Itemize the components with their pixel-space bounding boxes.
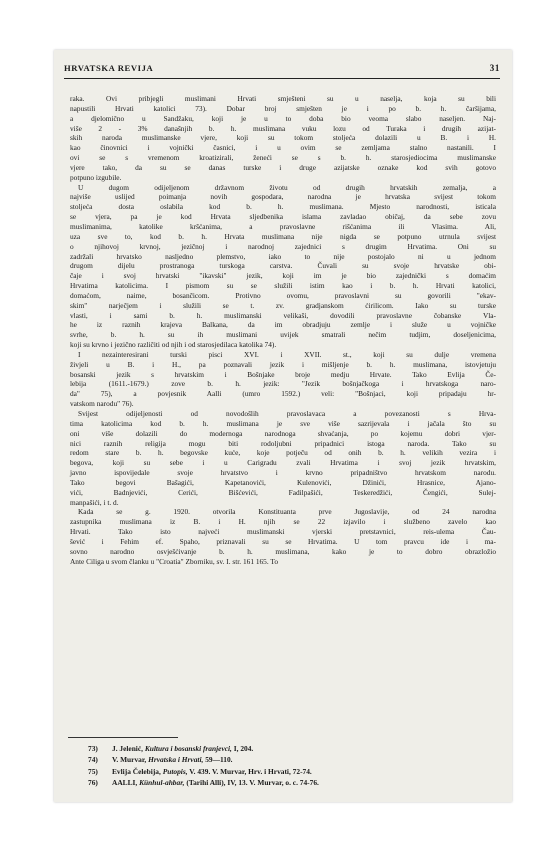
text-line: koji su krvno i jezično različiti od njih i od starosjedilaca katolika 74). — [70, 340, 277, 350]
text-line: vlasti, i sami b. h. muslimanski velikaši, dovodili pravoslavne čobanske Vla- — [70, 310, 496, 320]
footnote-reference: V. 439. V. Murvar, Hrv. i Hrvati, 72-74. — [187, 766, 312, 776]
text-line: a djelomično u Sandžaku, koji je u to doba bio veoma slabo naseljen. Naj- — [70, 113, 496, 123]
text-line: he iz raznih krajeva Balkana, da im obradjuju zemlje i služe u vojničke — [70, 320, 496, 330]
footnote-reference: 59—110. — [203, 755, 233, 765]
text-line: U dugom odijeljenom državnom životu od drugih hrvatskih zemalja, a — [78, 182, 496, 192]
text-line: šević i Fehim ef. Spaho, priznavali su se Hrvatima. U tom pravcu ide i ma- — [70, 536, 496, 546]
footnote-reference: I, 204. — [231, 744, 254, 753]
footnote-reference: (Tarihi Alli), IV, 13. V. Murvar, o. c. 74-76. — [184, 778, 319, 788]
footnote — [76, 766, 486, 777]
footnote-number: 73) — [88, 744, 98, 753]
text-line: potpuno izgubile. — [70, 172, 122, 182]
text-line: svrhe, b. h. su ih muslimani uvijek smatrali nečim tudjim, doseljenicima, — [70, 330, 496, 340]
document-page — [54, 50, 512, 802]
footnote-title: Hrvatska i Hrvati, — [148, 755, 204, 765]
text-line: oni više dolazili do modernoga narodnoga shvaćanja, po kojemu dobri vjer- — [70, 428, 496, 438]
text-line: Ante Ciliga u svom članku u "Croatia" Zborniku, sv. I. str. 161 165. To — [70, 556, 279, 566]
footnote-number: 76) — [88, 778, 98, 788]
text-line: muslimanima, katolike kršćanima, a pravoslavne rišćanima ili Vlasima. Ali, — [70, 221, 496, 231]
text-line: vjere tako, da su se danas turske i druge azijatske oznake kod svih gotovo — [70, 162, 496, 172]
footnote-author: V. Murvar, — [112, 755, 149, 765]
journal-title: HRVATSKA REVIJA — [64, 63, 154, 73]
text-line: javno ispovijedale svoje hrvatstvo i krvno pripadništvo hrvatskom narodu. — [70, 468, 496, 478]
footnote-author: J. Jelenić, — [112, 744, 145, 753]
text-line: ovi se s vremenom kroatizirali, ženeći se s b. h. starosjediocima muslimanske — [70, 153, 496, 163]
text-line: Hrvati. Tako isto najveći muslimanski vjerski pretstavnici, reis-ulema Čau- — [70, 527, 496, 537]
text-line: više 2 - 3% današnjih b. h. muslimana vuku lozu od Turaka i drugih azijat- — [70, 123, 496, 133]
text-line: Tako begovi Bašagići, Kapetanovići, Kulenovići, Džinići, Hrasnice, Ajano- — [70, 477, 496, 487]
text-line: napustili Hrvati katolici 73). Dobar broj smješten je i po b. h. čaršijama, — [70, 103, 496, 113]
footnote — [76, 743, 486, 754]
footnote-number: 74) — [88, 755, 98, 765]
text-line: skih naroda muslimanske vjere, koji su tokom stoljeća dolazili u B. i H. — [70, 133, 496, 143]
text-line: lebija (1611.-1679.) zove b. h. jezik: "Jezik bošnjačkoga i hrvatskoga naro- — [70, 379, 496, 389]
header-rule — [64, 78, 500, 79]
text-line: Svijest odijeljenosti od novodošlih pravoslavaca a povezanosti s Hrva- — [78, 409, 496, 418]
text-line: I nezainteresirani turski pisci XVI. i XVII. st., koji su dulje vremena — [78, 349, 496, 359]
footnote-number: 75) — [88, 766, 98, 776]
text-line: čaje i svoj hrvatski "ikavski" jezik, koji im je bio zajednički s domaćim — [70, 271, 496, 281]
text-line: manpašići, i t. d. — [70, 497, 119, 507]
text-line: bosanski jezik s hrvatskim i Bošnjake broje medju Hrvate. Tako Evlija Če- — [70, 369, 496, 379]
text-line: najviše uslijed poimanja novih gospodara, narodna je hrvatska svijest tokom — [70, 192, 496, 202]
text-line: drugom dijelu prostranoga turskoga carstva. Čuvali su svoje hrvatske obi- — [70, 261, 496, 271]
footnote-author: AALLI, — [112, 778, 140, 788]
text-line: nici raznih religija mogu biti rodoljubni pripadnici istoga naroda. Tako su — [70, 438, 496, 448]
text-line: raka. Ovi pribjegli muslimani Hrvati smješteni su u naselja, koja su bili — [70, 94, 496, 103]
text-line: o njihovoj krvnoj, jezičnoj i narodnoj zajednici s drugim Hrvatima. Oni su — [70, 241, 496, 251]
text-line: skim" narječjem i služili se t. zv. gradjanskom ćirilicom. Iako su turske — [70, 300, 496, 310]
footnote-title: Kultura i bosanski franjevci, — [144, 744, 232, 753]
footnote — [76, 777, 486, 788]
running-header — [64, 63, 500, 77]
text-line: redom stare b. h. begovske kuće, koje potječu od onih b. h. velikih vezira i — [70, 448, 496, 458]
text-line: vatskom narodu" 76). — [70, 399, 134, 409]
text-line: begova, koji su sebe i u Carigradu zvali Hrvatima i svoj jezik hrvatskim, — [70, 458, 496, 468]
footnotes — [76, 743, 486, 789]
body-text — [70, 94, 496, 567]
text-line: Kada se g. 1920. otvorila Konstituanta prve Jugoslavije, od 24 narodna — [78, 507, 496, 517]
footnote-rule — [68, 737, 178, 738]
text-line: zastupnika muslimana iz B. i H. njih se 22 izjavilo i službeno zavelo kao — [70, 517, 496, 527]
text-line: uza sve to, kod b. h. Hrvata muslimana nije nigda se potpuno utrnula svijest — [70, 231, 496, 241]
page-number: 31 — [489, 63, 500, 73]
text-line: se vjera, pa je kod Hrvata sljedbenika islama zavladao običaj, da sebe zovu — [70, 212, 496, 222]
footnote — [76, 754, 486, 765]
footnote-title: Putopis, — [162, 766, 188, 776]
text-line: živjeli u B. i H., pa poznavali jezik i mišljenje b. h. muslimana, istovjetuju — [70, 359, 496, 369]
text-line: domaćom, naime, bosančicom. Protivno ovomu, pravoslavni su govorili "ekav- — [70, 290, 496, 300]
text-line: stoljeća dosta oslabila kod b. h. muslimana. Mjesto narodnosti, isticala — [70, 202, 496, 212]
text-line: zadržali hrvatsko nasljedno plemstvo, iako to nije postojalo ni u jednom — [70, 251, 496, 261]
footnote-author: Evlija Čelebija, — [112, 766, 163, 776]
text-line: da" 75), a povjesnik Aalli (umro 1592.) veli: "Bošnjaci, koji pripadaju hr- — [70, 389, 496, 399]
text-line: kao činovnici i vojnički časnici, i u ovim se zemljama stalno nastanili. I — [70, 143, 496, 153]
text-line: sovno narodno osvješćivanje b. h. muslimana, kako je to dobro obrazložio — [70, 546, 496, 556]
text-line: tima katolicima kod b. h. muslimana je sve više sazrijevala i jačala što su — [70, 418, 496, 428]
text-line: vići, Badnjevići, Cerići, Bišćevići, Fadilpašići, Teskeredžići, Čengići, Sulej- — [70, 487, 496, 497]
footnote-title: Künhul-ahbar, — [139, 778, 185, 788]
text-line: Hrvatima katolicima. I pismom su se služili istim kao i b. h. Hrvati katolici, — [70, 281, 496, 291]
